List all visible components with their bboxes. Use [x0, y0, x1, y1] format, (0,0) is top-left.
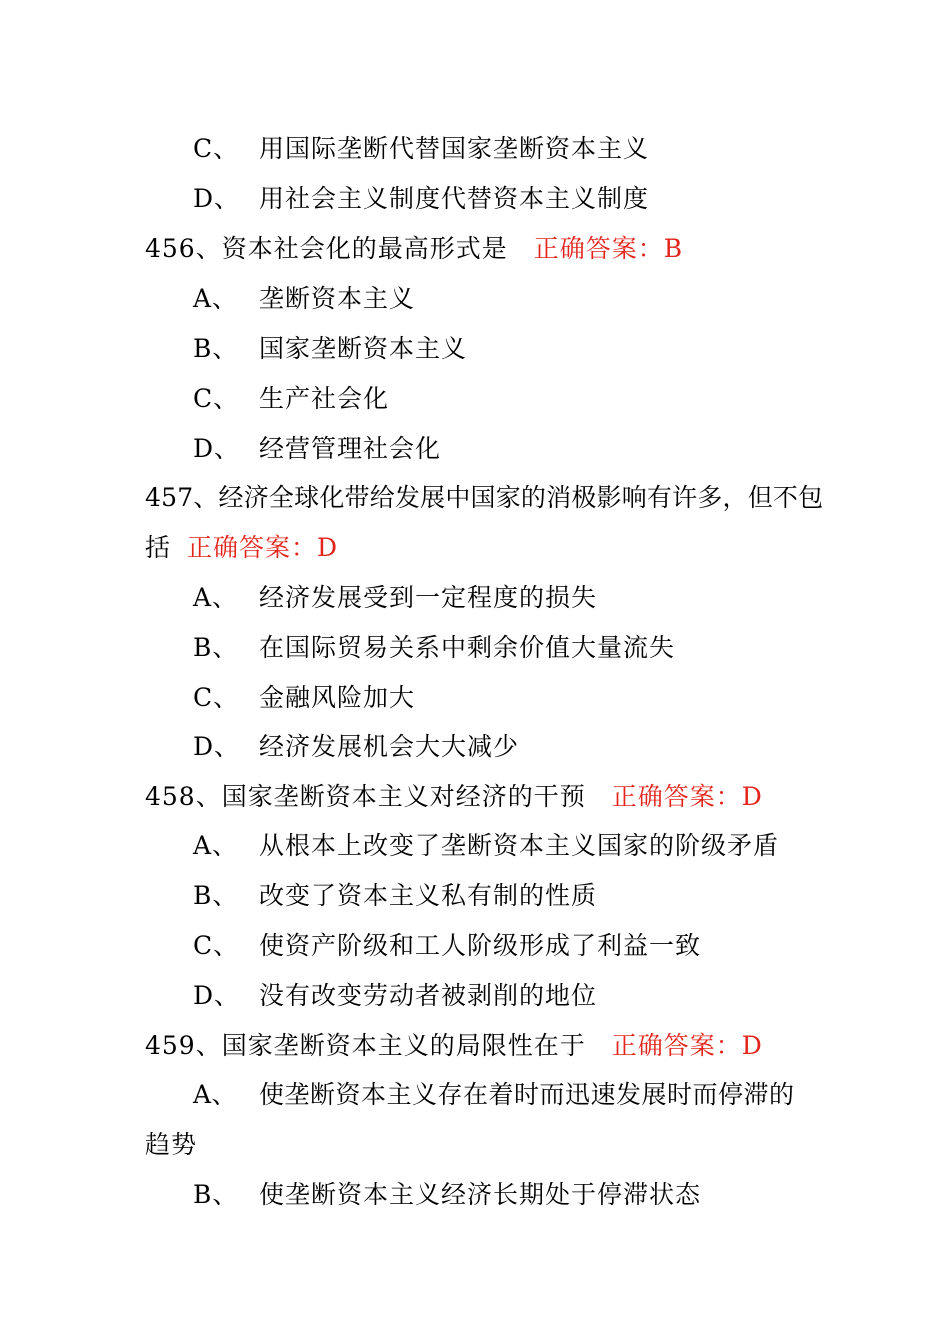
option-text: 经济发展受到一定程度的损失: [259, 583, 598, 612]
option-letter: C、: [193, 384, 240, 413]
option-text: 经济发展机会大大减少: [259, 732, 520, 761]
option-letter: B、: [193, 881, 239, 910]
question-458: [145, 781, 763, 813]
option-text: 使垄断资本主义经济长期处于停滞状态: [259, 1180, 702, 1209]
question-457-continued: [145, 532, 338, 564]
option-text: 在国际贸易关系中剩余价值大量流失: [259, 633, 676, 662]
option-letter: A、: [193, 1080, 238, 1109]
option-text: 经营管理社会化: [259, 434, 442, 463]
option-letter: A、: [193, 284, 239, 313]
option-c: [193, 383, 389, 415]
option-letter: D、: [193, 434, 241, 463]
option-a-continued: [145, 1129, 197, 1161]
question-text: 括: [145, 533, 172, 562]
option-letter: C、: [193, 931, 240, 960]
option-letter: D、: [193, 184, 241, 213]
option-letter: D、: [193, 732, 241, 761]
option-d: [193, 183, 649, 215]
option-text: 改变了资本主义私有制的性质: [259, 881, 598, 910]
option-c: [193, 133, 649, 165]
option-a: [193, 283, 415, 315]
option-c: [193, 682, 415, 714]
option-letter: A、: [193, 583, 239, 612]
option-d: [193, 731, 519, 763]
option-a: [193, 582, 597, 614]
option-a: [193, 830, 779, 862]
option-text: 趋势: [145, 1130, 198, 1159]
question-text: 456、资本社会化的最高形式是: [145, 234, 508, 263]
option-text: 生产社会化: [259, 384, 390, 413]
option-b: [193, 632, 675, 664]
option-letter: C、: [193, 134, 240, 163]
correct-answer: 正确答案：D: [611, 782, 763, 811]
option-text: 使资产阶级和工人阶级形成了利益一致: [259, 931, 702, 960]
question-459: [145, 1030, 763, 1062]
option-letter: B、: [193, 1180, 239, 1209]
option-d: [193, 433, 441, 465]
option-b: [193, 333, 467, 365]
correct-answer: 正确答案：D: [611, 1031, 763, 1060]
question-456: [145, 233, 683, 265]
correct-answer: 正确答案：D: [187, 533, 339, 562]
option-d: [193, 980, 597, 1012]
option-b: [193, 880, 597, 912]
option-letter: B、: [193, 633, 239, 662]
correct-answer: 正确答案：B: [533, 234, 684, 263]
option-text: 使垄断资本主义存在着时而迅速发展时而停滞的: [259, 1080, 795, 1109]
option-text: 用国际垄断代替国家垄断资本主义: [259, 134, 650, 163]
option-text: 金融风险加大: [259, 683, 416, 712]
option-letter: B、: [193, 334, 239, 363]
option-text: 从根本上改变了垄断资本主义国家的阶级矛盾: [259, 831, 780, 860]
option-text: 用社会主义制度代替资本主义制度: [259, 184, 650, 213]
option-b: [193, 1179, 701, 1211]
question-text: 457、经济全球化带给发展中国家的消极影响有许多，但不包: [145, 483, 824, 512]
option-letter: D、: [193, 981, 241, 1010]
question-text: 459、国家垄断资本主义的局限性在于: [145, 1031, 586, 1060]
option-a: [193, 1079, 795, 1111]
option-text: 国家垄断资本主义: [259, 334, 468, 363]
option-text: 垄断资本主义: [259, 284, 416, 313]
option-text: 没有改变劳动者被剥削的地位: [259, 981, 598, 1010]
question-text: 458、国家垄断资本主义对经济的干预: [145, 782, 586, 811]
option-c: [193, 930, 701, 962]
option-letter: C、: [193, 683, 240, 712]
option-letter: A、: [193, 831, 239, 860]
question-457: [145, 482, 823, 514]
